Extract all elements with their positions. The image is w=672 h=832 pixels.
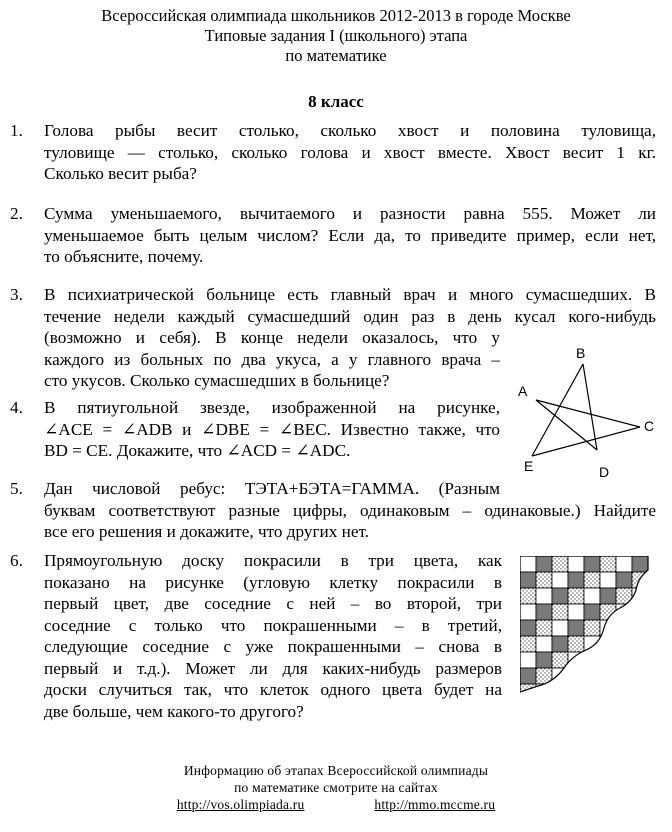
text-line: туловище — столько, сколько голова и хвост вместе. Хвост весит 1 кг. [44,142,656,162]
text-line: сто укусов. Сколько сумасшедших в больнице? [44,371,390,390]
board-cells [520,556,648,696]
board-cell [520,556,536,572]
board-cell [632,604,648,620]
text-line: Сколько весит рыба? [44,164,197,183]
board-cell [616,668,632,684]
board-cell [632,588,648,604]
board-cell [520,604,536,620]
board-cell [568,604,584,620]
board-cell [616,652,632,668]
text-line: две больше, чем какого-то другого? [44,701,304,721]
board-cell [552,604,568,620]
board-cell [632,636,648,652]
board-cell [552,620,568,636]
text-line: доски случиться так, что клеток одного цвета будет на [44,680,502,699]
pentagram-figure [510,340,660,482]
board-cell [552,636,568,652]
board-cell [600,588,616,604]
footer-links [0,796,672,813]
problem-text [44,478,656,543]
board-cell [552,572,568,588]
board-cell [600,572,616,588]
board-cell [632,668,648,684]
board-cell [552,556,568,572]
text-line: Голова рыбы весит столько, сколько хвост и половина туловища, [44,121,656,140]
text-line: показано на рисунке (угловую клетку покрасили в [44,572,502,592]
text-line: каждого из больных по два укуса, а у главного врача – [44,349,500,369]
board-cell [616,620,632,636]
star-label-d: D [599,464,610,480]
footer-line-2: по математике смотрите на сайтах [234,780,438,795]
board-cell [584,668,600,684]
board-cell [552,668,568,684]
board-cell [616,572,632,588]
board-cell [632,620,648,636]
text-line: то объясните, почему. [44,247,204,266]
problem-number: 5. [10,479,23,498]
board-cell [568,636,584,652]
board-cell [632,556,648,572]
board-cell [536,572,552,588]
board-cell [536,588,552,604]
star-label-c: C [644,418,655,434]
text-line: BD = CE. Докажите, что ∠ACD = ∠ADC. [44,441,351,460]
board-cell [520,572,536,588]
link-mmo-mccme[interactable]: http://mmo.mccme.ru [374,797,496,812]
board-cell [536,636,552,652]
board-cell [600,636,616,652]
board-cell [584,652,600,668]
text-line: (возможно и себя). В конце недели оказалось, что у [44,328,500,347]
board-cell [568,620,584,636]
board-cell [552,588,568,604]
board-cell [568,572,584,588]
grade-title: 8 класс [308,92,364,111]
board-cell [616,684,632,696]
star-label-e: E [524,458,534,474]
problem-text [44,397,500,462]
text-line: В психиатрической больнице есть главный врач и много сумасшедших. В [44,285,656,304]
board-cell [584,556,600,572]
text-line: Прямоугольную доску покрасили в три цвета, как [44,551,502,570]
board-cell [536,652,552,668]
board-cell [584,572,600,588]
header-line-1: Всероссийская олимпиада школьников 2012-2013 в городе Москве [101,6,571,25]
text-line: уменьшаемое быть целым числом? Если да, то приведите пример, если нет, [44,225,656,245]
problem-number: 2. [10,204,23,223]
board-cell [520,620,536,636]
link-vos-olimpiada[interactable]: http://vos.olimpiada.ru [176,797,305,812]
footer [0,762,672,813]
board-cell [568,668,584,684]
text-line: следующие соседние с уже покрашенными – снова в [44,637,502,656]
footer-line-1: Информацию об этапах Всероссийской олимпиады [183,763,489,778]
text-line: ∠ACE = ∠ADB и ∠DBE = ∠BEC. Известно также, что [44,419,500,439]
board-cell [552,684,568,696]
board-cell [536,604,552,620]
board-cell [520,684,536,696]
board-cell [600,556,616,572]
star-edge-bd [583,364,597,450]
board-cell [520,636,536,652]
star-label-b: B [576,345,586,361]
text-line: соседние с только что покрашенными – в третий, [44,615,502,635]
text-line: Сумма уменьшаемого, вычитаемого и разности равна 555. Может ли [44,204,656,223]
problem-text [44,203,656,268]
board-cell [616,556,632,572]
board-cell [584,604,600,620]
text-line: первый цвет, две соседние с ней – во второй, три [44,594,502,613]
text-line: В пятиугольной звезде, изображенной на рисунке, [44,398,500,417]
board-cell [520,668,536,684]
text-line: все его решения и докажите, что других нет. [44,522,369,541]
board-cell [584,620,600,636]
board-cell [600,684,616,696]
board-cell [600,652,616,668]
star-label-a: A [518,383,528,399]
board-cell [584,684,600,696]
board-cell [568,684,584,696]
problem-text [44,120,656,185]
board-cell [568,556,584,572]
board-cell [632,684,648,696]
problem-number: 4. [10,398,23,417]
board-cell [568,588,584,604]
board-cell [584,588,600,604]
header-line-3: по математике [285,46,387,65]
problem-text [44,550,502,722]
colored-board-figure [520,556,660,696]
board-cell [520,652,536,668]
text-line: течение недели каждый сумасшедший один раз в день кусал кого-нибудь [44,306,656,326]
text-line: буквам соответствуют разные цифры, одинаковым – одинаковые.) Найдите [44,500,656,520]
text-line: первый и т.д.). Может ли для каких-нибудь размеров [44,658,502,678]
board-cell [520,588,536,604]
board-cell [632,652,648,668]
problem-number: 1. [10,121,23,140]
problem-number: 6. [10,551,23,570]
problem-number: 3. [10,285,23,304]
board-cell [536,556,552,572]
header-line-2: Типовые задания I (школьного) этапа [204,26,468,45]
board-cell [536,620,552,636]
board-cell [600,668,616,684]
board-cell [616,636,632,652]
text-line: Дан числовой ребус: ТЭТА+БЭТА=ГАММА. (Разным [44,479,500,498]
document-header [0,6,672,66]
